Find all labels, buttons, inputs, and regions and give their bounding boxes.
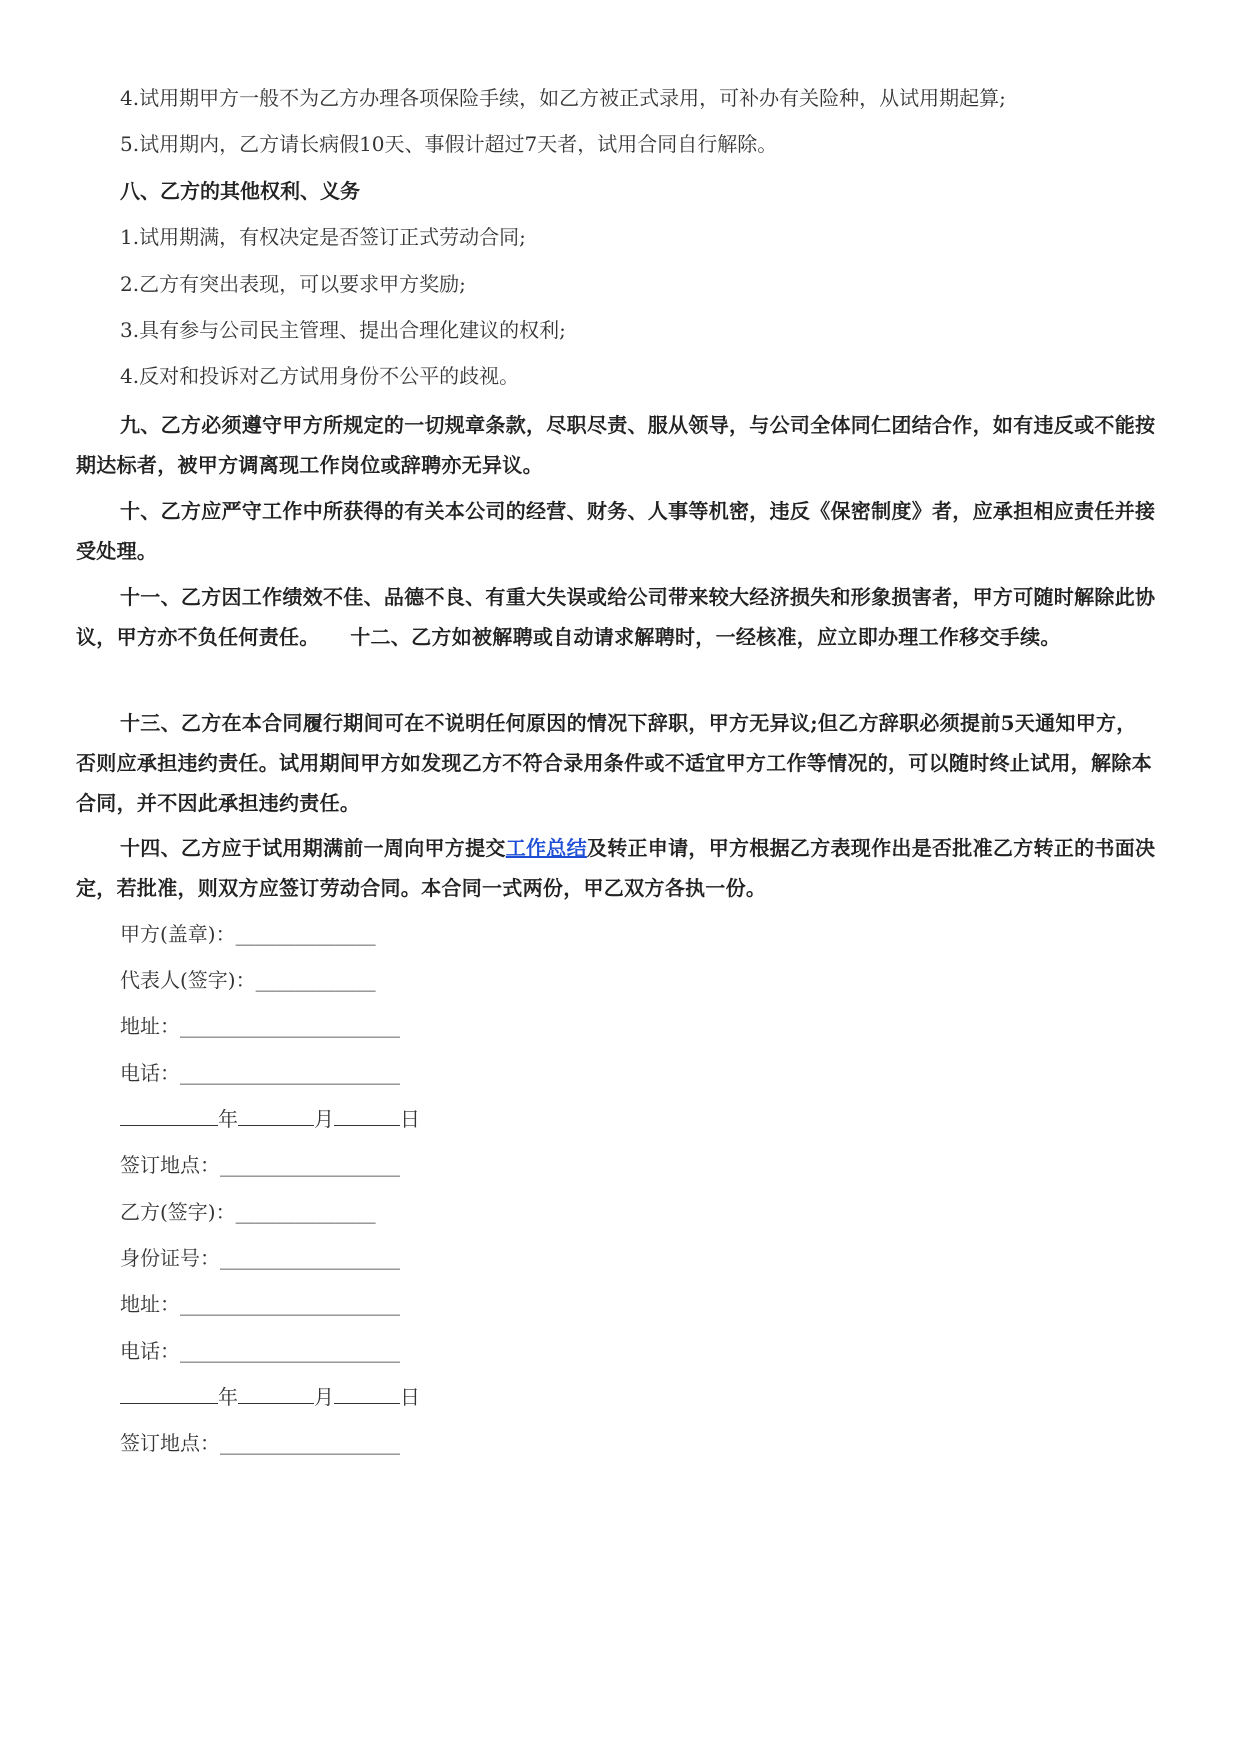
party-a-phone: 电话：______________________ — [120, 1061, 400, 1085]
year-blank — [120, 1383, 218, 1404]
month-label: 月 — [314, 1107, 334, 1131]
year-label: 年 — [218, 1107, 238, 1131]
party-b-id-number: 身份证号：__________________ — [120, 1246, 400, 1270]
month-blank — [238, 1383, 314, 1404]
work-summary-link[interactable]: 工作总结 — [505, 836, 587, 860]
section8-item-3: 3.具有参与公司民主管理、提出合理化建议的权利; — [120, 318, 566, 342]
day-label: 日 — [400, 1385, 420, 1409]
clause-14-text-end: 及转正申请，甲方根据乙方表现作出是否批准乙方转正的书面决定，若批准，则双方应签订劳动合同。本合同一式两份，甲乙双方各执一份。 — [76, 836, 1156, 900]
section8-item-4: 4.反对和投诉对乙方试用身份不公平的歧视。 — [120, 364, 520, 388]
clause-13: 十三、乙方在本合同履行期间可在不说明任何原因的情况下辞职，甲方无异议;但乙方辞职必须提前5天通知甲方，否则应承担违约责任。试用期间甲方如发现乙方不符合录用条件或不适宜甲方工作等情况的，可以随时终止试用，解除本合同，并不因此承担违约责任。 — [76, 711, 1152, 815]
probation-item-5: 5.试用期内，乙方请长病假10天、事假计超过7天者，试用合同自行解除。 — [120, 132, 778, 156]
month-blank — [238, 1105, 314, 1126]
year-label: 年 — [218, 1385, 238, 1409]
party-b-date — [120, 1383, 420, 1411]
day-blank — [334, 1383, 400, 1404]
party-a-date — [120, 1105, 420, 1133]
clause-14 — [76, 828, 1156, 908]
clause-11-12: 十一、乙方因工作绩效不佳、品德不良、有重大失误或给公司带来较大经济损失和形象损害者，甲方可随时解除此协议，甲方亦不负任何责任。 十二、乙方如被解聘或自动请求解聘时，一经核准，应立即办理工作移交手续。 — [76, 585, 1156, 649]
month-label: 月 — [314, 1385, 334, 1409]
day-label: 日 — [400, 1107, 420, 1131]
party-a-address: 地址：______________________ — [120, 1014, 400, 1038]
party-b-address: 地址：______________________ — [120, 1292, 400, 1316]
clause-14-text-start: 十四、乙方应于试用期满前一周向甲方提交 — [120, 836, 506, 860]
section8-item-2: 2.乙方有突出表现，可以要求甲方奖励; — [120, 272, 466, 296]
party-a-representative: 代表人(签字)：____________ — [120, 968, 376, 992]
section8-heading: 八、乙方的其他权利、义务 — [120, 179, 360, 203]
clause-10: 十、乙方应严守工作中所获得的有关本公司的经营、财务、人事等机密，违反《保密制度》者，应承担相应责任并接受处理。 — [76, 499, 1156, 563]
clause-9: 九、乙方必须遵守甲方所规定的一切规章条款，尽职尽责、服从领导，与公司全体同仁团结合作，如有违反或不能按期达标者，被甲方调离现工作岗位或辞聘亦无异议。 — [76, 413, 1156, 477]
year-blank — [120, 1105, 218, 1126]
section8-item-1: 1.试用期满，有权决定是否签订正式劳动合同; — [120, 225, 526, 249]
probation-item-4: 4.试用期甲方一般不为乙方办理各项保险手续，如乙方被正式录用，可补办有关险种，从试用期起算; — [120, 86, 1006, 110]
party-b-place: 签订地点：__________________ — [120, 1431, 400, 1455]
party-a-seal: 甲方(盖章)：______________ — [120, 922, 376, 946]
party-b-signature: 乙方(签字)：______________ — [120, 1200, 376, 1224]
party-b-phone: 电话：______________________ — [120, 1339, 400, 1363]
day-blank — [334, 1105, 400, 1126]
party-a-place: 签订地点：__________________ — [120, 1153, 400, 1177]
